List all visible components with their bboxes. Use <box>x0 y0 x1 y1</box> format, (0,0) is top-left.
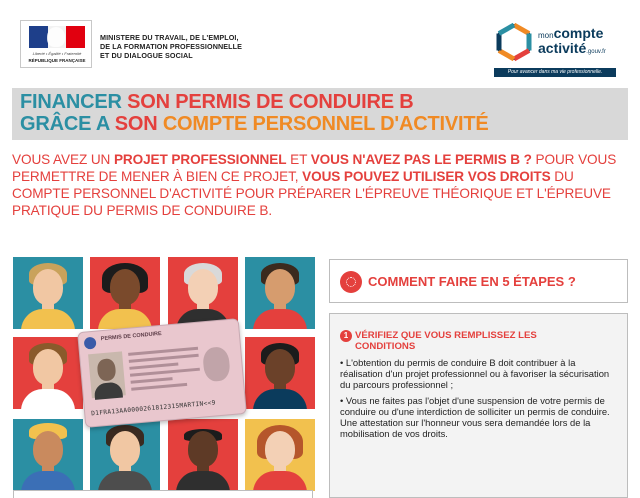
intro-emphasis: VOUS N'AVEZ PAS LE PERMIS B ? <box>310 152 532 167</box>
logo-text-activite <box>538 40 606 56</box>
licence-fields <box>128 347 201 395</box>
intro-emphasis: PROJET PROFESSIONNEL <box>113 152 287 167</box>
portrait-tile <box>245 257 315 329</box>
attestation-note: Une attestation sur l'honneur vous sera demandée lors de la mobilisation de vos droits. <box>340 417 591 440</box>
ministry-name <box>100 33 242 60</box>
field-line <box>130 368 200 377</box>
title-line-2 <box>20 113 489 136</box>
portrait-tile <box>13 337 83 409</box>
portrait-tile <box>245 337 315 409</box>
gear-icon <box>340 271 362 293</box>
field-line <box>129 354 199 363</box>
portrait-tile <box>13 257 83 329</box>
marianne-icon <box>47 27 65 47</box>
intro-text: VOUS AVEZ UN <box>12 152 114 167</box>
logo-text-main: activité <box>538 40 587 56</box>
ghost-photo <box>202 346 231 382</box>
field-line <box>131 377 173 384</box>
portrait-tile <box>13 419 83 491</box>
republic-motto: Liberté • Égalité • Fraternité <box>32 51 82 56</box>
logo-tagline: Pour avancer dans ma vie professionnelle. <box>494 68 616 77</box>
ministry-line: ET DU DIALOGUE SOCIAL <box>100 51 193 60</box>
field-line <box>129 363 178 370</box>
eu-flag-icon <box>84 337 97 350</box>
step-body <box>340 357 620 443</box>
hexagon-ring-icon <box>494 22 534 62</box>
face-shape <box>265 349 295 385</box>
step-title: VÉRIFIEZ QUE VOUS REMPLISSEZ LES CONDITIONS <box>355 330 537 352</box>
step-1-box <box>329 313 628 498</box>
title-fragment: SON PERMIS DE CONDUIRE B <box>127 91 414 113</box>
condition-bullet: • L'obtention du permis de conduire B doit contribuer à la réalisation d'un projet professionnel ou à favoriser la sécurisation du parcours professionnel ; <box>340 357 610 391</box>
next-section-box <box>13 490 313 498</box>
licence-photo <box>88 351 126 398</box>
portrait-tile <box>245 419 315 491</box>
logo-text-main: compte <box>553 25 604 41</box>
portrait-tile <box>90 257 160 329</box>
logo-text-suffix: .gouv.fr <box>586 49 606 55</box>
body-shape <box>21 389 75 409</box>
face-shape <box>188 269 218 305</box>
title-fragment: SON <box>114 113 163 135</box>
intro-paragraph <box>12 151 628 219</box>
republic-label: RÉPUBLIQUE FRANÇAISE <box>28 58 86 63</box>
body-shape <box>253 471 307 491</box>
intro-text: POUR VOUS PERMETTRE DE MENER À BIEN CE PROJET, <box>12 152 617 184</box>
face-shape <box>110 269 140 305</box>
intro-emphasis: VOUS POUVEZ UTILISER VOS DROITS <box>302 169 551 184</box>
ministry-line: MINISTERE DU TRAVAIL, DE L'EMPLOI, <box>100 33 239 42</box>
portrait-tile <box>168 419 238 491</box>
body-shape <box>21 471 75 491</box>
title-fragment: FINANCER <box>20 91 128 113</box>
face-shape <box>188 431 218 467</box>
page-header <box>0 0 640 88</box>
body-shape <box>21 309 75 329</box>
body-shape <box>176 471 230 491</box>
body-shape <box>98 471 152 491</box>
steps-heading-box <box>329 259 628 303</box>
face-shape <box>265 431 295 467</box>
face-shape <box>33 269 63 305</box>
photo-body-shape <box>94 382 123 400</box>
intro-text: ET <box>286 152 311 167</box>
logo-text-compte <box>538 25 603 41</box>
intro-text: DU COMPTE PERSONNEL D'ACTIVITÉ POUR PRÉPARER L'ÉPREUVE THÉORIQUE ET L'ÉPREUVE PRATIQUE DU PERMIS DE CONDUIRE B. <box>12 169 611 218</box>
title-fragment: GRÂCE A <box>20 113 115 135</box>
logo-text-prefix: mon <box>538 31 554 40</box>
ministry-line: DE LA FORMATION PROFESSIONNELLE <box>100 42 243 51</box>
body-shape <box>253 309 307 329</box>
field-line <box>131 383 187 391</box>
portrait-tile <box>90 419 160 491</box>
driving-licence-image <box>77 318 247 428</box>
title-fragment: COMPTE PERSONNEL D'ACTIVITÉ <box>162 113 489 135</box>
face-shape <box>33 431 63 467</box>
step-number-badge: 1 <box>340 330 352 342</box>
mon-compte-activite-logo[interactable] <box>490 18 620 80</box>
face-shape <box>110 431 140 467</box>
title-line-1 <box>20 91 413 114</box>
face-shape <box>33 349 63 385</box>
steps-heading: COMMENT FAIRE EN 5 ÉTAPES ? <box>368 274 576 289</box>
licence-title: PERMIS DE CONDUIRE <box>100 330 162 343</box>
face-shape <box>265 269 295 305</box>
photo-head-shape <box>97 358 117 381</box>
machine-readable-zone: D1FRA13AA0000261812315MARTIN<<9 <box>90 399 216 418</box>
condition-bullet: • Vous ne faites pas l'objet d'une suspension de votre permis de conduire ou d'une interdiction de solliciter un permis de conduire. <box>340 394 610 417</box>
body-shape <box>253 389 307 409</box>
republique-francaise-logo <box>20 20 92 68</box>
page-title <box>12 88 628 140</box>
